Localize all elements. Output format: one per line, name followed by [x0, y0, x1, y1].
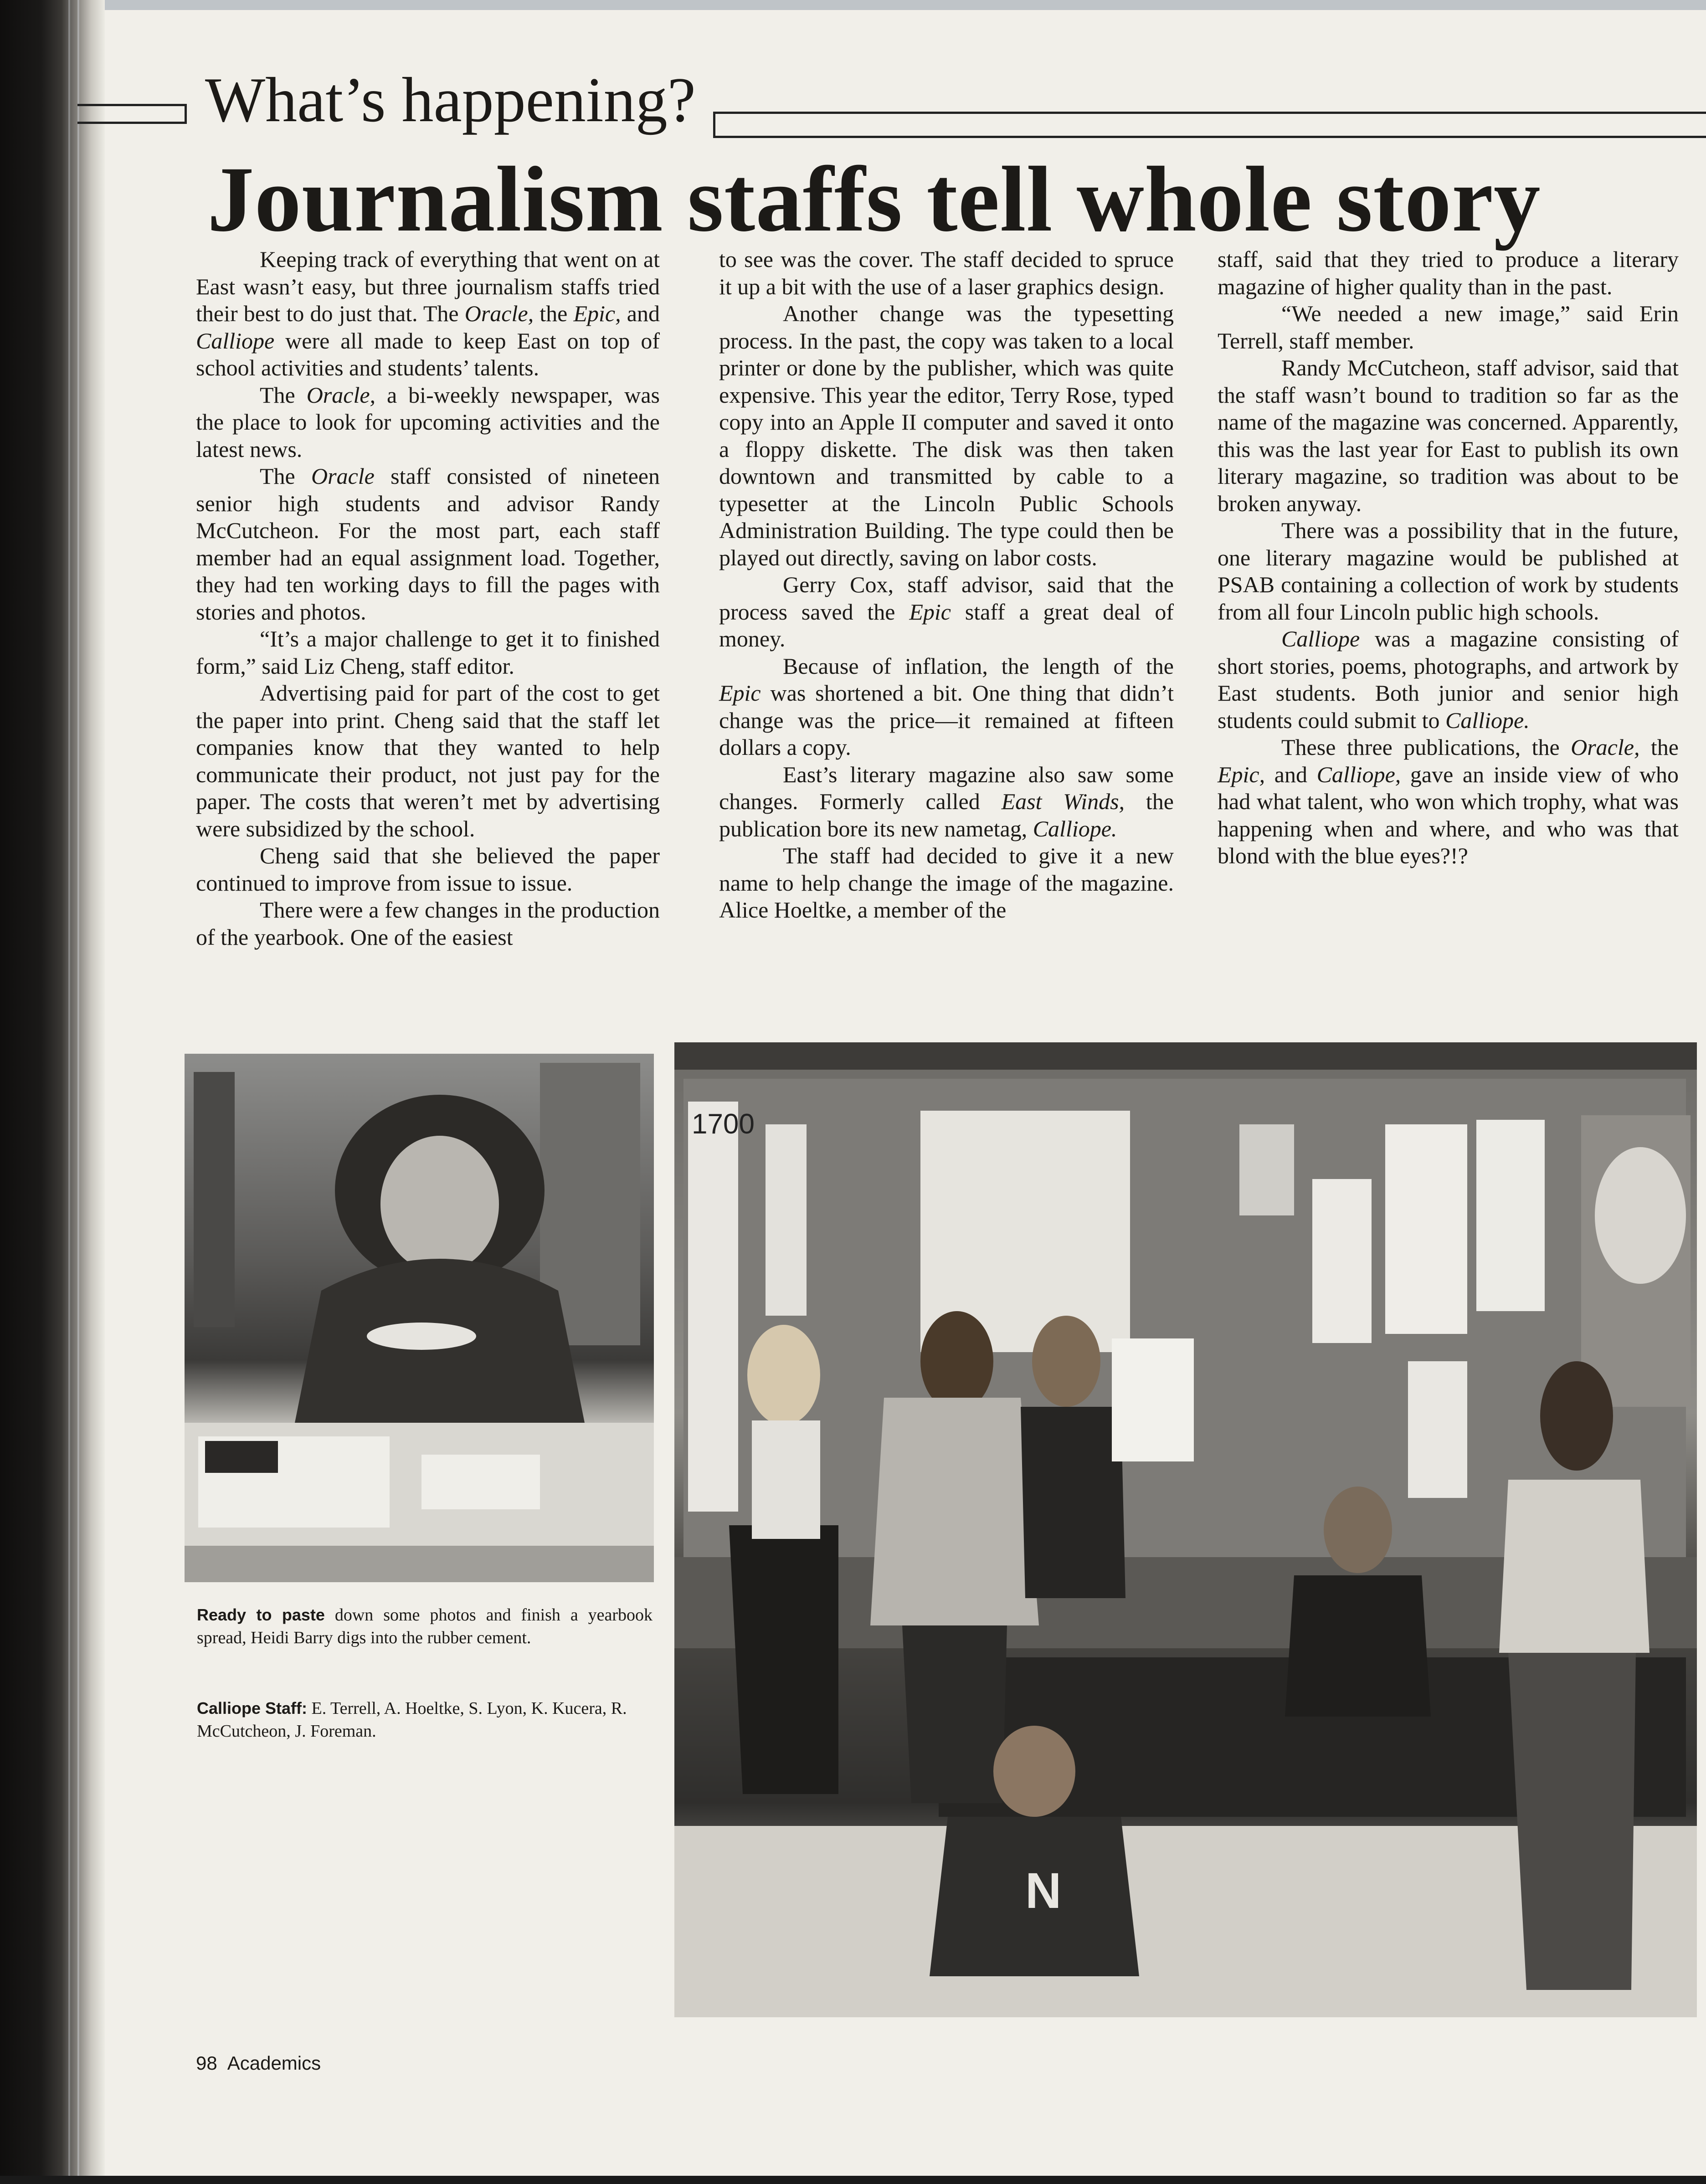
article-column-3	[1218, 246, 1679, 870]
photo-calliope-staff	[674, 1042, 1697, 2017]
article-paragraph	[1218, 517, 1679, 625]
paragraph-text: to see was the cover. The staff decided to spruce it up a bit with the use of a laser graphics design.	[719, 246, 1174, 299]
paragraph-text: was a magazine consisting of short stories, poems, photographs, and artwork by East students. Both junior and senior high students could submit to	[1218, 626, 1679, 733]
sweater-letter: N	[1025, 1863, 1062, 1919]
article-paragraph	[719, 246, 1174, 300]
kicker-rule-left	[77, 104, 187, 124]
paragraph-text: were all made to keep East on top of school activities and students’ talents.	[196, 328, 660, 380]
publication-title: Epic,	[573, 301, 621, 326]
paragraph-text: gave an inside view of who had what talent, who won which trophy, what was happening when and where, and who was that blond with the blue eyes?!?	[1218, 761, 1679, 868]
paragraph-text: Gerry Cox, staff advisor, said that the process saved the	[719, 572, 1174, 625]
paragraph-text: was shortened a bit. One thing that didn’t change was the price—it remained at fifteen dollars a copy.	[719, 680, 1174, 760]
paragraph-text: and	[1265, 761, 1317, 787]
sign-text: 1700	[692, 1108, 755, 1140]
page-number: 98	[196, 2052, 217, 2074]
article-paragraph	[1218, 300, 1679, 354]
paragraph-text: East’s literary magazine also saw some changes. Formerly called	[719, 761, 1174, 814]
article-paragraph	[196, 382, 660, 463]
page-footer	[196, 2052, 331, 2074]
article-paragraph	[196, 625, 660, 680]
paragraph-text: These three publications, the	[1281, 734, 1571, 760]
spine-edge-line	[77, 0, 79, 2184]
article-paragraph	[1218, 246, 1679, 300]
article-paragraph	[1218, 354, 1679, 517]
article-paragraph	[1218, 734, 1679, 870]
page-top-edge	[105, 0, 1706, 10]
article-paragraph	[719, 571, 1174, 653]
article-paragraph	[196, 246, 660, 382]
article-paragraph	[196, 897, 660, 951]
caption-1-lead: Ready to paste	[197, 1605, 325, 1624]
paragraph-text: Because of inflation, the length of the	[783, 653, 1174, 679]
paragraph-text: “It’s a major challenge to get it to finished form,” said Liz Cheng, staff editor.	[196, 626, 660, 679]
caption-2-text: E. Terrell, A. Hoeltke, S. Lyon, K. Kucera, R. McCutcheon, J. Foreman.	[197, 1699, 627, 1741]
publication-title: Epic,	[1218, 761, 1265, 787]
publication-title: Calliope	[196, 328, 275, 354]
publication-title: Calliope	[1281, 626, 1360, 651]
paragraph-text: the publication bore its new nametag,	[719, 789, 1174, 841]
paragraph-text: staff, said that they tried to produce a literary magazine of higher quality than in the past.	[1218, 246, 1679, 299]
publication-title: Epic	[909, 599, 951, 625]
publication-title: Oracle,	[464, 301, 534, 326]
paragraph-text: a bi-weekly newspaper, was the place to look for upcoming activities and the latest news.	[196, 382, 660, 462]
photo-heidi-barry	[185, 1054, 654, 1582]
paragraph-text: Cheng said that she believed the paper continued to improve from issue to issue.	[196, 843, 660, 896]
publication-title: Oracle,	[306, 382, 376, 408]
publication-title: Oracle	[311, 463, 375, 489]
caption-2-lead: Calliope Staff:	[197, 1699, 308, 1717]
article-paragraph	[196, 842, 660, 897]
section-kicker: What’s happening?	[205, 65, 696, 135]
caption-photo-1	[197, 1604, 653, 1649]
paragraph-text: Another change was the typesetting process. In the past, the copy was taken to a local printer or done by the publisher, which was quite expensive. This year the editor, Terry Rose, typed copy into an Apple II computer and saved it onto a floppy diskette. The disk was then taken downtown and transmitted by cable to a typesetter at the Lincoln Public Schools Administration Building. The type could then be played out directly, saving on labor costs.	[719, 301, 1174, 570]
article-paragraph	[196, 680, 660, 842]
section-name: Academics	[227, 2052, 321, 2074]
paragraph-text: There was a possibility that in the future, one literary magazine would be published at PSAB containing a collection of work by students from all four Lincoln public high schools.	[1218, 518, 1679, 625]
caption-1-text: down some photos and finish a yearbook spread, Heidi Barry digs into the rubber cement.	[197, 1605, 653, 1647]
paragraph-text: Advertising paid for part of the cost to get the paper into print. Cheng said that the staff let companies know that they wanted to help communicate their product, not just pay for the paper. The costs that weren’t met by advertising were subsidized by the school.	[196, 680, 660, 841]
article-paragraph	[719, 842, 1174, 924]
publication-title: Calliope,	[1316, 761, 1401, 787]
headline: Journalism staffs tell whole story	[207, 148, 1541, 251]
paragraph-text: staff a great deal of money.	[719, 599, 1174, 651]
paragraph-text: There were a few changes in the production of the yearbook. One of the easiest	[196, 897, 660, 950]
paragraph-text: the	[534, 301, 574, 326]
kicker-rule-right	[713, 112, 1706, 138]
paragraph-text: Randy McCutcheon, staff advisor, said that the staff wasn’t bound to tradition so far as the name of the magazine was concerned. Apparently, this was the last year for East to publish its own literary magazine, so tradition was about to be broken anyway.	[1218, 355, 1679, 516]
publication-title: Oracle,	[1571, 734, 1640, 760]
article-paragraph	[196, 463, 660, 625]
article-column-2	[719, 246, 1174, 924]
publication-title: Calliope.	[1033, 815, 1117, 841]
publication-title: East Winds,	[1001, 789, 1125, 814]
paragraph-text: The	[260, 463, 312, 489]
paragraph-text: and	[621, 301, 660, 326]
article-paragraph	[719, 653, 1174, 761]
book-spine	[0, 0, 105, 2184]
page-bottom-edge	[0, 2176, 1706, 2184]
paragraph-text: The staff had decided to give it a new name to help change the image of the magazine. Alice Hoeltke, a member of the	[719, 843, 1174, 923]
spine-edge-line	[68, 0, 70, 2184]
article-column-1	[196, 246, 660, 951]
caption-photo-2	[197, 1697, 653, 1743]
paragraph-text: Keeping track of everything that went on at East wasn’t easy, but three journalism staffs tried their best to do just that. The	[196, 246, 660, 326]
article-paragraph	[1218, 625, 1679, 734]
paragraph-text: The	[260, 382, 307, 408]
paragraph-text: “We needed a new image,” said Erin Terrell, staff member.	[1218, 301, 1679, 354]
publication-title: Calliope.	[1445, 707, 1530, 733]
paragraph-text: staff consisted of nineteen senior high students and advisor Randy McCutcheon. For the most part, each staff member had an equal assignment load. Together, they had ten working days to fill the pages with stories and photos.	[196, 463, 660, 625]
publication-title: Epic	[719, 680, 761, 706]
paragraph-text: the	[1639, 734, 1679, 760]
article-paragraph	[719, 300, 1174, 571]
article-paragraph	[719, 761, 1174, 843]
